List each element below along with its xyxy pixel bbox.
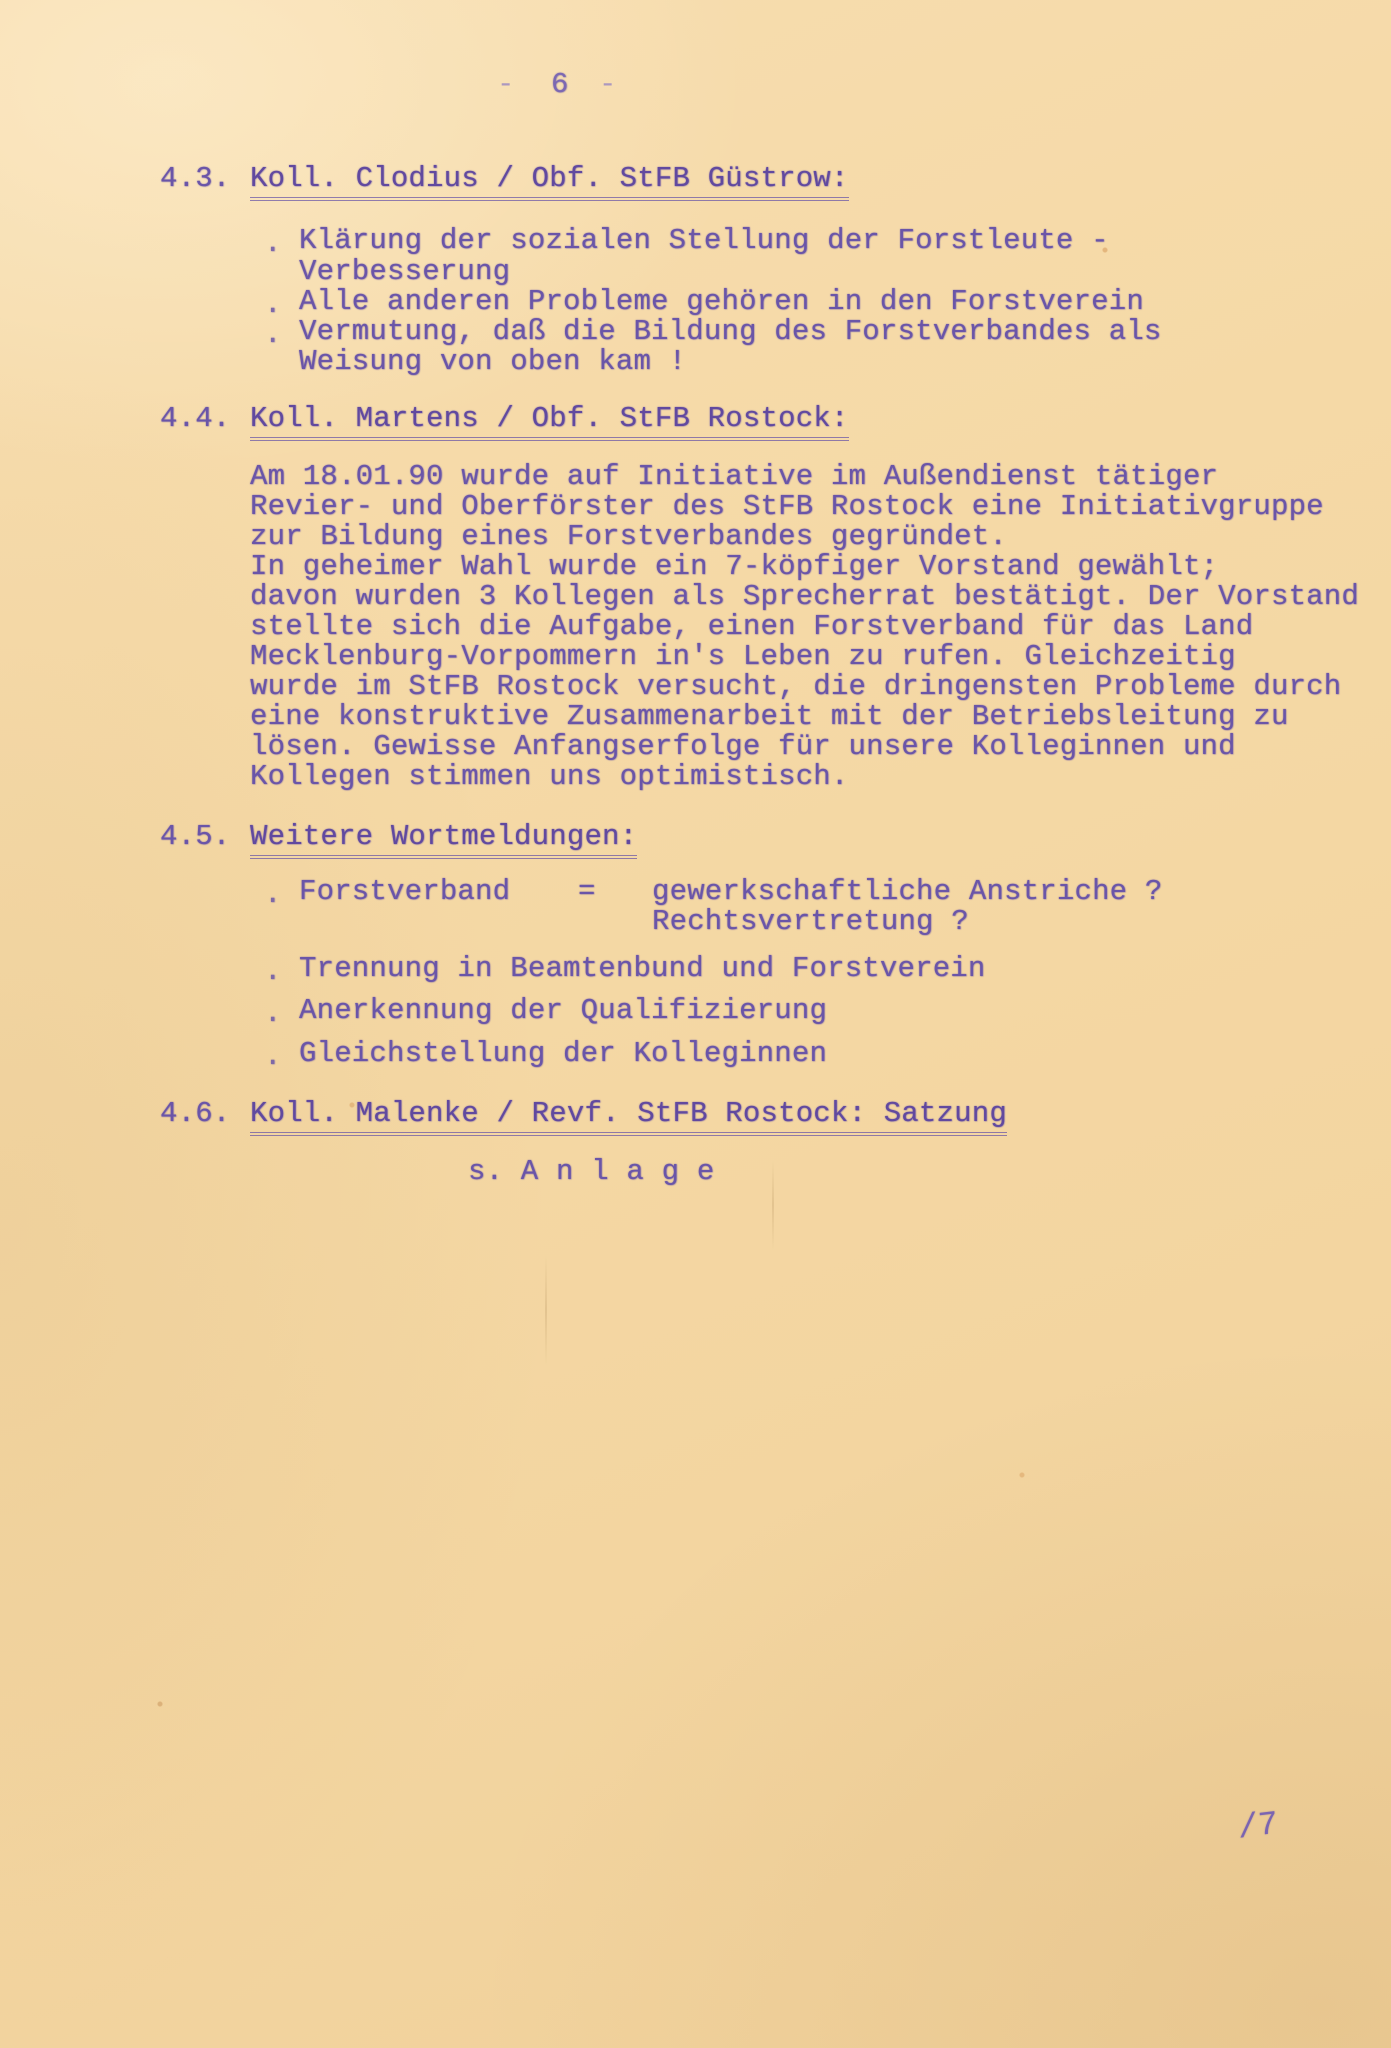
next-page-mark: /7 bbox=[1237, 1805, 1279, 1848]
paper-crease bbox=[772, 1160, 774, 1250]
page-header-right-dash: - bbox=[599, 68, 617, 101]
bullet-line: Gleichstellung der Kolleginnen bbox=[299, 1037, 828, 1070]
page-header-left-dash: - bbox=[497, 68, 515, 101]
paragraph-line: eine konstruktive Zusammenarbeit mit der Betriebsleitung zu bbox=[250, 700, 1289, 733]
bullet-marker: . bbox=[264, 878, 282, 911]
paragraph-line: Am 18.01.90 wurde auf Initiative im Außendienst tätiger bbox=[250, 460, 1219, 493]
equation-right-line: Rechtsvertretung ? bbox=[652, 905, 969, 938]
paragraph-line: Mecklenburg-Vorpommern in's Leben zu rufen. Gleichzeitig bbox=[250, 640, 1236, 673]
section-4-5-number: 4.5. bbox=[160, 820, 231, 853]
section-4-3-heading: Koll. Clodius / Obf. StFB Güstrow: bbox=[250, 164, 849, 201]
equals-sign: = bbox=[578, 875, 596, 908]
section-4-3-number: 4.3. bbox=[160, 162, 231, 195]
equation-right-line: gewerkschaftliche Anstriche ? bbox=[652, 875, 1163, 908]
bullet-marker: . bbox=[264, 318, 282, 351]
bullet-line: Alle anderen Probleme gehören in den Forstverein bbox=[299, 285, 1144, 318]
bullet-marker: . bbox=[264, 955, 282, 988]
paragraph-line: Kollegen stimmen uns optimistisch. bbox=[250, 760, 849, 793]
paragraph-line: In geheimer Wahl wurde ein 7-köpfiger Vorstand gewählt; bbox=[250, 550, 1219, 583]
section-4-4-number: 4.4. bbox=[160, 402, 231, 435]
bullet-marker: . bbox=[264, 997, 282, 1030]
bullet-marker: . bbox=[264, 227, 282, 260]
equation-term: Forstverband bbox=[299, 875, 511, 908]
paper-crease bbox=[545, 1255, 547, 1365]
bullet-line: Verbesserung bbox=[299, 255, 511, 288]
bullet-marker: . bbox=[264, 1040, 282, 1073]
paragraph-line: stellte sich die Aufgabe, einen Forstverband für das Land bbox=[250, 610, 1254, 643]
bullet-line: Vermutung, daß die Bildung des Forstverbandes als bbox=[299, 315, 1162, 348]
paragraph-line: lösen. Gewisse Anfangserfolge für unsere Kolleginnen und bbox=[250, 730, 1236, 763]
paragraph-line: davon wurden 3 Kollegen als Sprecherrat bestätigt. Der Vorstand bbox=[250, 580, 1359, 613]
page-number: 6 bbox=[551, 68, 569, 101]
bullet-line: Klärung der sozialen Stellung der Forstleute - bbox=[299, 224, 1109, 257]
bullet-line: Weisung von oben kam ! bbox=[299, 345, 687, 378]
section-4-5-heading: Weitere Wortmeldungen: bbox=[250, 822, 637, 859]
bullet-line: Anerkennung der Qualifizierung bbox=[299, 994, 828, 1027]
paragraph-line: Revier- und Oberförster des StFB Rostock eine Initiativgruppe bbox=[250, 490, 1324, 523]
section-4-6-number: 4.6. bbox=[160, 1097, 231, 1130]
section-4-4-heading: Koll. Martens / Obf. StFB Rostock: bbox=[250, 404, 849, 441]
section-4-6-heading: Koll. Malenke / Revf. StFB Rostock: Satzung bbox=[250, 1099, 1007, 1136]
bullet-line: Trennung in Beamtenbund und Forstverein bbox=[299, 952, 986, 985]
annex-note: s. A n l a g e bbox=[468, 1155, 715, 1188]
paragraph-line: zur Bildung eines Forstverbandes gegründet. bbox=[250, 520, 1007, 553]
paragraph-line: wurde im StFB Rostock versucht, die dringensten Probleme durch bbox=[250, 670, 1342, 703]
bullet-marker: . bbox=[264, 288, 282, 321]
